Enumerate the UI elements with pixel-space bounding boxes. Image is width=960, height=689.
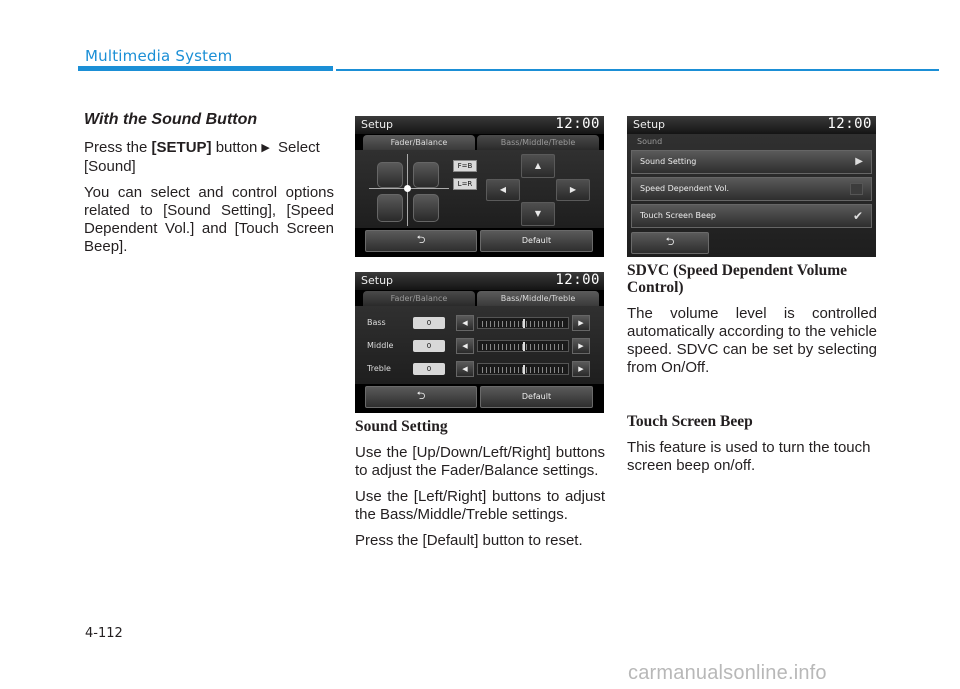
bass-value: 0 [413,317,445,329]
treble-label: Treble [367,364,391,373]
back-button[interactable] [365,230,477,252]
bass-middle-treble-screen [355,272,604,413]
treble-slider[interactable] [477,363,569,375]
seat-front-left [377,162,403,188]
sound-setting-p2: Use the [Left/Right] buttons to adjust the Bass/Middle/Treble settings. [355,488,605,523]
tab-bass-middle-treble[interactable]: Bass/Middle/Treble [477,291,599,306]
down-button[interactable]: ▼ [521,202,555,226]
sound-menu-screen [627,116,876,257]
sound-setting-heading: Sound Setting [355,418,448,435]
right-button[interactable]: ▶ [556,179,590,201]
menu-item-speed-dependent-vol[interactable] [631,177,872,201]
screen-title: Setup [361,274,394,287]
middle-value: 0 [413,340,445,352]
bass-increase-button[interactable]: ▶ [572,315,590,331]
middle-column [355,418,605,558]
sound-section-label: Sound [637,137,663,146]
instruction-text-1: Press the [84,139,152,156]
tab-fader-balance[interactable]: Fader/Balance [363,135,475,150]
left-column [84,111,334,264]
eq-panel [355,306,604,384]
fader-balance-screen [355,116,604,257]
screen-clock: 12:00 [555,272,600,288]
screen-clock: 12:00 [555,116,600,132]
right-column [627,262,877,385]
default-button[interactable]: Default [480,386,593,408]
seat-rear-left [377,194,403,222]
back-arrow-icon: ⮌ [416,233,426,246]
setup-instruction [84,139,334,176]
instruction-text-2: button [211,139,258,156]
fader-value-badge: F=B [453,160,477,172]
tab-fader-balance[interactable]: Fader/Balance [363,291,475,306]
middle-label: Middle [367,341,394,350]
back-button[interactable] [365,386,477,408]
screen-title: Setup [633,118,666,131]
left-button[interactable]: ◀ [486,179,520,201]
middle-slider[interactable] [477,340,569,352]
middle-increase-button[interactable]: ▶ [572,338,590,354]
touch-screen-beep-heading: Touch Screen Beep [627,413,753,430]
page-number: 4-112 [85,626,123,641]
sdvc-description: The volume level is controlled automatically according to the vehicle speed. SDVC can be set by selecting from On/Off. [627,305,877,376]
menu-item-label: Sound Setting [640,157,697,166]
sound-setting-p3: Press the [Default] button to reset. [355,532,583,549]
touch-screen-beep-description: This feature is used to turn the touch screen beep on/off. [627,439,871,474]
sound-menu-panel [627,134,876,257]
back-arrow-icon: ⮌ [416,389,426,402]
balance-value-badge: L=R [453,178,477,190]
chevron-right-icon: ▶ [855,156,863,167]
treble-decrease-button[interactable]: ◀ [456,361,474,377]
screen-clock: 12:00 [827,116,872,132]
default-button[interactable]: Default [480,230,593,252]
up-button[interactable]: ▲ [521,154,555,178]
seat-rear-right [413,194,439,222]
watermark: carmanualsonline.info [628,662,827,684]
sdvc-heading: SDVC (Speed Dependent Volume Control) [627,262,848,296]
menu-item-touch-screen-beep[interactable] [631,204,872,228]
back-arrow-icon: ⮌ [665,235,675,248]
treble-increase-button[interactable]: ▶ [572,361,590,377]
back-button[interactable] [631,232,709,254]
menu-item-label: Touch Screen Beep [640,211,716,220]
treble-value: 0 [413,363,445,375]
right-column-lower [627,413,877,483]
options-description: You can select and control options related to [Sound Setting], [Speed Dependent Vol.] and [Touch Screen Beep]. [84,184,334,255]
header-rule-thick [78,66,333,71]
header-rule-thin [336,69,939,71]
bass-slider[interactable] [477,317,569,329]
fader-panel [355,150,604,228]
sound-setting-p1: Use the [Up/Down/Left/Right] buttons to adjust the Fader/Balance settings. [355,444,605,479]
arrow-right-icon: ▶ [261,142,270,154]
sound-button-heading: With the Sound Button [84,111,258,128]
instruction-text-3: Select [Sound] [84,139,320,175]
menu-item-sound-setting[interactable] [631,150,872,174]
setup-key-label: [SETUP] [151,139,212,156]
seat-front-right [413,162,439,188]
speed-dependent-vol-checkbox[interactable] [850,183,863,195]
check-icon[interactable]: ✔ [852,209,863,223]
tab-bass-middle-treble[interactable]: Bass/Middle/Treble [477,135,599,150]
balance-position-marker[interactable] [404,185,411,192]
bass-decrease-button[interactable]: ◀ [456,315,474,331]
menu-item-label: Speed Dependent Vol. [640,184,730,193]
screen-title: Setup [361,118,394,131]
bass-label: Bass [367,318,386,327]
middle-decrease-button[interactable]: ◀ [456,338,474,354]
section-header-title: Multimedia System [85,47,233,65]
